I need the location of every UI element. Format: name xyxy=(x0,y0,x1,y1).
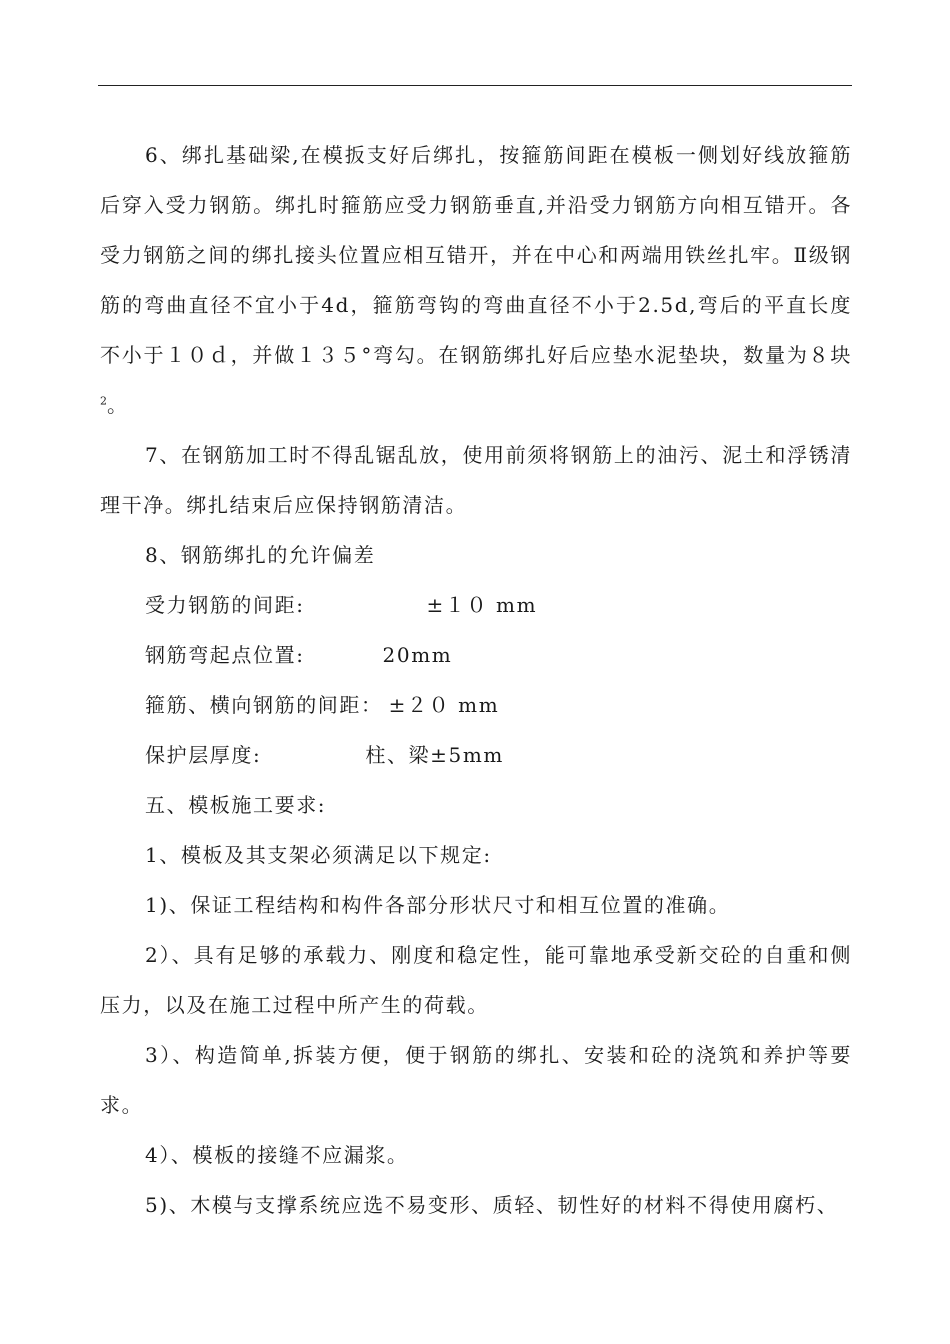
paragraph-rebar-cleaning: 7、在钢筋加工时不得乱锯乱放，使用前须将钢筋上的油污、泥土和浮锈清理干净。绑扎结束后应保持钢筋清洁。 xyxy=(100,443,852,517)
tolerance-value: ±１０ mm xyxy=(426,593,538,617)
formwork-item: 2）、具有足够的承载力、刚度和稳定性，能可靠地承受新交砼的自重和侧压力，以及在施工过程中所产生的荷载。 xyxy=(100,943,852,1017)
tolerance-label: 保护层厚度: xyxy=(145,743,262,767)
tolerance-label: 钢筋弯起点位置: xyxy=(145,643,305,667)
header-rule xyxy=(98,85,852,86)
tolerance-value: ±２０ mm xyxy=(388,693,500,717)
formwork-item: 1)、保证工程结构和构件各部分形状尺寸和相互位置的准确。 xyxy=(145,893,731,917)
tolerance-label: 箍筋、横向钢筋的间距： xyxy=(145,693,383,717)
footnote-superscript: 2 xyxy=(100,394,107,408)
tolerance-row xyxy=(100,680,852,730)
section-heading-formwork: 五、模板施工要求: xyxy=(145,793,327,817)
formwork-intro: 1、模板及其支架必须满足以下规定: xyxy=(145,843,492,867)
tolerance-value: 柱、梁±5mm xyxy=(365,743,504,767)
document-body xyxy=(100,130,852,1230)
formwork-item: 4）、模板的接缝不应漏浆。 xyxy=(145,1143,409,1167)
tolerance-row xyxy=(100,580,852,630)
tolerance-value: 20mm xyxy=(382,643,453,667)
tolerance-label: 受力钢筋的间距: xyxy=(145,593,305,617)
tolerance-row xyxy=(100,630,852,680)
paragraph-end: 。 xyxy=(107,393,129,417)
formwork-item: 5)、木模与支撑系统应选不易变形、质轻、韧性好的材料不得使用腐朽、 xyxy=(145,1193,839,1217)
tolerance-row xyxy=(100,730,852,780)
tolerance-heading: 8、钢筋绑扎的允许偏差 xyxy=(145,543,376,567)
formwork-item: 3）、构造简单,拆装方便，便于钢筋的绑扎、安装和砼的浇筑和养护等要求。 xyxy=(100,1043,852,1117)
paragraph-rebar-binding xyxy=(100,130,852,430)
paragraph-text: 6、绑扎基础梁,在模扳支好后绑扎，按箍筋间距在模板一侧划好线放箍筋后穿入受力钢筋。绑扎时箍筋应受力钢筋垂直,并沿受力钢筋方向相互错开。各受力钢筋之间的绑扎接头位置应相互错开，并在中心和两端用铁丝扎牢。Ⅱ级钢筋的弯曲直径不宜小于4d，箍筋弯钩的弯曲直径不小于2.5d,弯后的平直长度不小于１０ｄ，并做１３５°弯勾。在钢筋绑扎好后应垫水泥垫块，数量为８块 xyxy=(100,143,852,367)
